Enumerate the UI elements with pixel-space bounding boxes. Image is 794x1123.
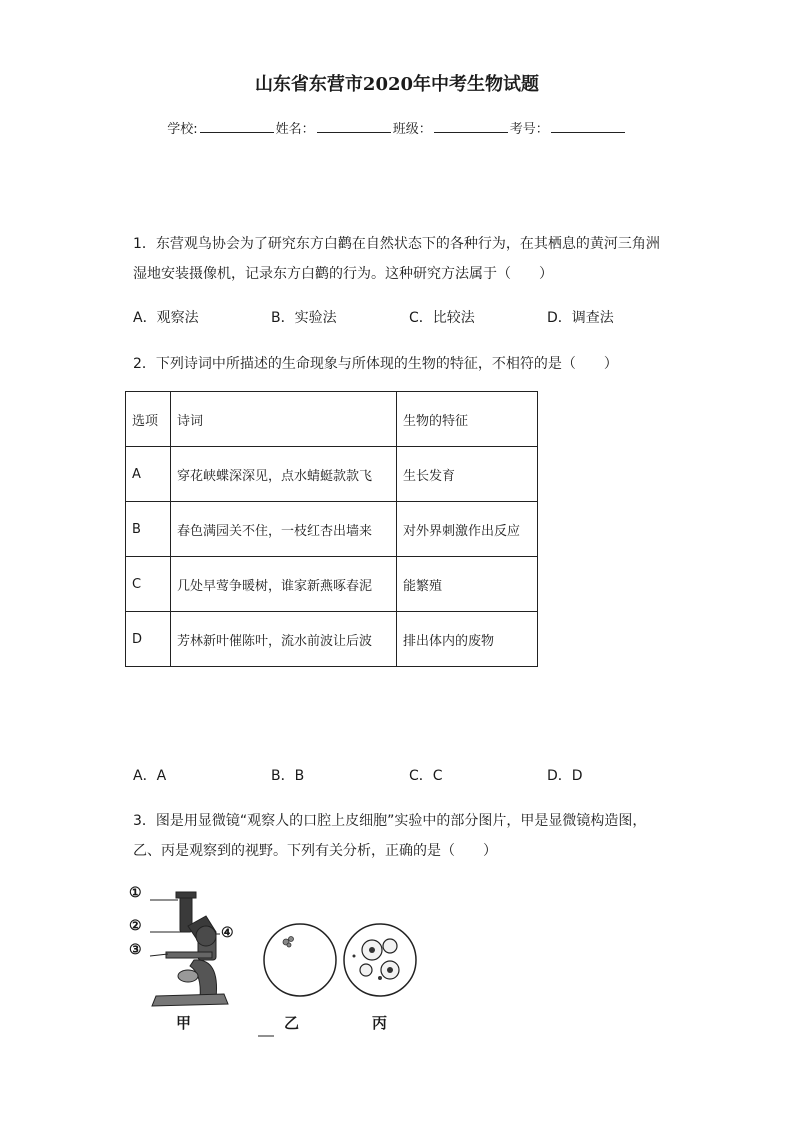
question-2-table <box>125 391 538 667</box>
q1-option-d: D．调查法 <box>547 310 614 326</box>
table-cell: 排出体内的废物 <box>397 612 538 667</box>
marker-4: ④ <box>221 925 234 941</box>
marker-3: ③ <box>129 942 142 958</box>
table-header-cell: 生物的特征 <box>397 392 538 447</box>
table-cell: D <box>126 612 171 667</box>
figure-label-yi: 乙 <box>284 1014 300 1032</box>
marker-1: ① <box>129 885 142 901</box>
table-cell: 春色满园关不住，一枝红杏出墙来 <box>171 502 397 557</box>
school-blank[interactable] <box>200 120 274 133</box>
table-cell: 能繁殖 <box>397 557 538 612</box>
figure-label-bing: 丙 <box>372 1014 388 1032</box>
question-1-text: 1．东营观鸟协会为了研究东方白鹳在自然状态下的各种行为，在其栖息的黄河三角洲湿地安装摄像机，记录东方白鹳的行为。这种研究方法属于（ ） <box>133 236 660 282</box>
class-blank[interactable] <box>434 120 508 133</box>
q1-option-c: C．比较法 <box>409 310 475 326</box>
view-circle-bing <box>344 924 416 996</box>
table-header-row <box>126 392 538 447</box>
page-title: 山东省东营市2020年中考生物试题 <box>254 74 540 95</box>
figure-label-jia: 甲 <box>176 1014 192 1032</box>
view-circle-yi <box>264 924 336 996</box>
exam-no-blank[interactable] <box>551 120 625 133</box>
microscope-icon <box>152 892 228 1006</box>
q2-option-d: D．D <box>547 768 583 784</box>
table-row <box>126 447 538 502</box>
q2-option-b: B．B <box>271 768 305 784</box>
table-cell: C <box>126 557 171 612</box>
exam-no-label: 考号： <box>509 122 549 137</box>
q2-option-a: A．A <box>133 768 167 784</box>
table-cell: A <box>126 447 171 502</box>
class-label: 班级： <box>392 122 432 137</box>
question-2-text: 2．下列诗词中所描述的生命现象与所体现的生物的特征，不相符的是（ ） <box>133 356 618 372</box>
student-info-line <box>0 118 794 137</box>
table-header-cell: 选项 <box>126 392 171 447</box>
table-row <box>126 502 538 557</box>
table-cell: 几处早莺争暖树，谁家新燕啄春泥 <box>171 557 397 612</box>
name-blank[interactable] <box>317 120 391 133</box>
table-row <box>126 612 538 667</box>
school-label: 学校: <box>167 122 198 137</box>
q2-option-c: C．C <box>409 768 443 784</box>
microscope-figure <box>128 886 428 1046</box>
table-cell: 对外界刺激作出反应 <box>397 502 538 557</box>
table-header-cell: 诗词 <box>171 392 397 447</box>
q1-option-a: A．观察法 <box>133 310 199 326</box>
marker-2: ② <box>129 918 142 934</box>
table-cell: 生长发育 <box>397 447 538 502</box>
table-row <box>126 557 538 612</box>
name-label: 姓名： <box>275 122 315 137</box>
question-3-text: 3．图是用显微镜“观察人的口腔上皮细胞”实验中的部分图片，甲是显微镜构造图，乙、丙是观察到的视野。下列有关分析，正确的是（ ） <box>133 813 647 859</box>
q1-option-b: B．实验法 <box>271 310 337 326</box>
table-cell: B <box>126 502 171 557</box>
table-cell: 芳林新叶催陈叶，流水前波让后波 <box>171 612 397 667</box>
question-2-options <box>133 765 733 789</box>
table-cell: 穿花峡蝶深深见，点水蜻蜓款款飞 <box>171 447 397 502</box>
question-1-options <box>133 307 733 331</box>
